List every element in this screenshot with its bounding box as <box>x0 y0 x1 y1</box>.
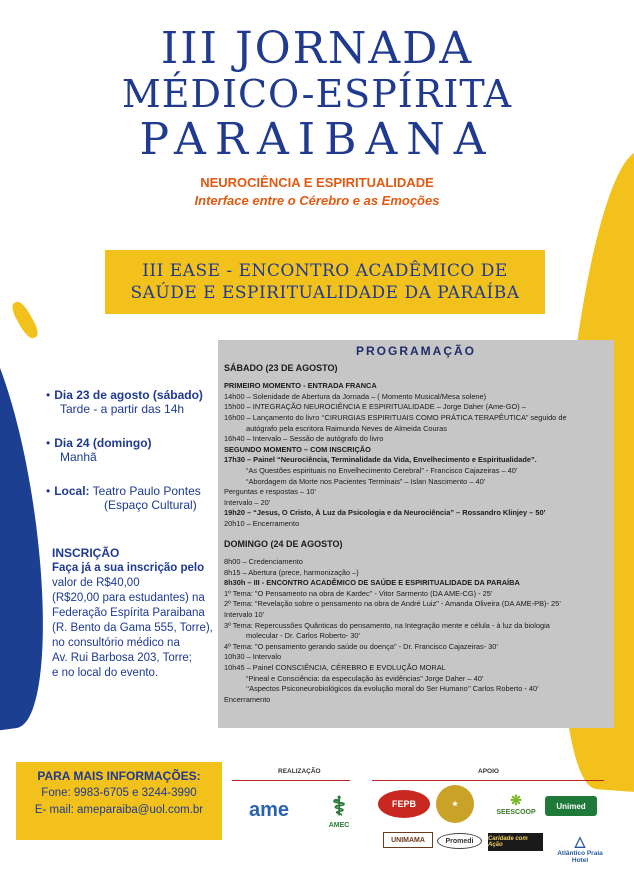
programacao-title: PROGRAMAÇÃO <box>356 344 476 358</box>
apoio-rule <box>372 780 604 781</box>
subtitle-interface: Interface entre o Cérebro e as Emoções <box>194 193 440 208</box>
schedule-line: autógrafo pela escritora Raimunda Neves de Almeida Couras <box>246 423 447 433</box>
local-label: Local: <box>54 484 90 498</box>
spacer <box>224 530 608 539</box>
local-value-2: (Espaço Cultural) <box>104 498 197 512</box>
bullet-icon: • <box>46 484 51 498</box>
programacao-panel <box>218 340 614 728</box>
bullet-icon: • <box>46 436 51 450</box>
info-day-1 <box>46 388 221 416</box>
schedule-line: PRIMEIRO MOMENTO - ENTRADA FRANCA <box>224 381 377 391</box>
schedule-line: 8h00 – Credenciamento <box>224 557 303 567</box>
schedule-line: 15h00 – INTEGRAÇÃO NEUROCIÊNCIA E ESPIRITUALIDADE – Jorge Daher (Ame-GO) – <box>224 402 526 412</box>
atlantico-logo <box>556 828 604 868</box>
title-block <box>0 25 634 208</box>
schedule-line: 2º Tema: "Revelação sobre o pensamento na obra de André Luiz" - Amanda Oliveira (DA AME-PB)- 25’ <box>224 599 561 609</box>
schedule-line: molecular - Dr. Carlos Roberto- 30’ <box>246 631 361 641</box>
inscricao-line: Federação Espírita Paraibana <box>52 607 205 619</box>
day-2-label: Dia 24 (domingo) <box>54 436 152 450</box>
caridade-logo: Caridade com Ação <box>488 833 543 851</box>
event-info <box>46 388 221 532</box>
inscricao-title: INSCRIÇÃO <box>52 546 120 560</box>
subtitle-theme: NEUROCIÊNCIA E ESPIRITUALIDADE <box>200 175 434 190</box>
title-line-2: MÉDICO-ESPÍRITA <box>121 72 513 116</box>
schedule-line: 17h30 – Painel “Neurociência, Terminalidade da Vida, Envelhecimento e Espiritualidade”. <box>224 455 537 465</box>
ease-banner <box>105 250 545 314</box>
schedule-line: “Abordagem da Morte nos Pacientes Terminais” – Islan Nascimento – 40’ <box>246 476 486 486</box>
title-line-3: PARAIBANA <box>139 114 495 165</box>
sail-icon: △ <box>574 832 586 849</box>
title-line-1: III JORNADA <box>160 23 474 74</box>
schedule-line: 8h15 – Abertura (prece, harmonização –) <box>224 567 359 577</box>
schedule-line: Intervalo – 20’ <box>224 497 271 507</box>
schedule-line: 10h45 – Painel CONSCIÊNCIA, CÉREBRO E EVOLUÇÃO MORAL <box>224 663 446 673</box>
bullet-icon: • <box>46 388 51 402</box>
realizacao-rule <box>232 780 350 781</box>
day-2-heading: DOMINGO (24 DE AGOSTO) <box>224 538 343 549</box>
schedule-line: Encerramento <box>224 694 271 704</box>
apoio-label: APOIO <box>478 768 499 775</box>
seal-logo: ★ <box>436 785 474 823</box>
day-2-detail: Manhã <box>60 450 97 464</box>
schedule-line: SEGUNDO MOMENTO – COM INSCRIÇÃO <box>224 444 371 454</box>
schedule-line: Perguntas e respostas – 10’ <box>224 487 317 497</box>
schedule-line: 20h10 – Encerramento <box>224 518 300 528</box>
inscricao-line: (R. Bento da Gama 555, Torre), <box>52 622 213 634</box>
ame-logo: ame <box>248 798 290 821</box>
schedule-line: 19h20 – “Jesus, O Cristo, À Luz da Psicologia e da Neurociência” – Rossandro Klinjey – 50’ <box>224 508 546 518</box>
local-value-1: Teatro Paulo Pontes <box>92 484 201 498</box>
schedule-line: 14h00 – Solenidade de Abertura da Jornada – ( Momento Musical/Mesa solene) <box>224 391 487 401</box>
ease-line-2: SAÚDE E ESPIRITUALIDADE DA PARAÍBA <box>130 283 520 303</box>
day-1-detail: Tarde - a partir das 14h <box>60 402 185 416</box>
unimama-logo: UNIMAMA <box>383 832 433 848</box>
schedule-line: 10h30 – Intervalo <box>224 652 282 662</box>
inscricao-line: e no local do evento. <box>52 667 159 679</box>
schedule-line: 3º Tema: Repercussões Quânticas do pensamento, na Integração mente e célula - à luz da biologia <box>224 620 550 630</box>
day-1-label: Dia 23 de agosto (sábado) <box>54 388 203 402</box>
contact-phone: Fone: 9983-6705 e 3244-3990 <box>41 787 197 799</box>
contact-email[interactable]: E- mail: ameparaiba@uol.com.br <box>34 804 204 816</box>
schedule-line: Intervalo 10’ <box>224 610 265 620</box>
amec-logo <box>322 782 356 838</box>
caduceus-icon: ⚕ <box>331 791 347 821</box>
promedi-logo: Promedi <box>437 833 482 849</box>
seescoop-label: SEESCOOP <box>496 809 536 816</box>
info-day-2 <box>46 436 221 464</box>
realizacao-label: REALIZAÇÃO <box>278 768 321 775</box>
inscricao-block <box>52 546 222 681</box>
contact-title: PARA MAIS INFORMAÇÕES: <box>37 769 201 783</box>
inscricao-line: Faça já a sua inscrição pelo <box>52 562 205 574</box>
yellow-swoosh-left <box>9 299 41 341</box>
ease-line-1: III EASE - ENCONTRO ACADÊMICO DE <box>142 261 508 281</box>
schedule-line: “As Questões espirituais no Envelhecimento Cerebral” - Francisco Cajazeiras – 40’ <box>246 465 518 475</box>
unimed-logo: Unimed <box>545 796 597 816</box>
inscricao-line: no consultório médico na <box>52 637 180 649</box>
schedule-line: 1º Tema: "O Pensamento na obra de Kardec" - Vitor Sarmento (DA AME-CG) - 25’ <box>224 588 493 598</box>
schedule-line: 4º Tema: "O pensamento gerando saúde ou doença" - Dr. Francisco Cajazeiras- 30’ <box>224 641 499 651</box>
leaf-icon: ❋ <box>510 792 522 808</box>
inscricao-line: Av. Rui Barbosa 203, Torre; <box>52 652 192 664</box>
contact-box <box>16 762 222 840</box>
schedule-line: ‘‘Aspectos Psiconeurobiológicos da evolução moral do Ser Humano’’ Carlos Roberto - 40’ <box>246 684 539 694</box>
schedule-line: 16h40 – Intervalo – Sessão de autógrafo do livro <box>224 434 384 444</box>
seescoop-logo <box>487 786 545 822</box>
schedule-line: “Pineal e Consciência: da especulação às evidências” Jorge Daher – 40’ <box>246 673 484 683</box>
day-1-heading: SÁBADO (23 DE AGOSTO) <box>224 362 338 373</box>
info-local <box>46 484 221 512</box>
amec-label: AMEC <box>328 822 350 829</box>
schedule-line: 8h30h – III - ENCONTRO ACADÊMICO DE SAÚDE E ESPIRITUALIDADE DA PARAÍBA <box>224 578 520 588</box>
atlantico-label: Atlântico Praia Hotel <box>557 849 603 864</box>
inscricao-line: valor de R$40,00 <box>52 577 140 589</box>
fepb-logo: FEPB <box>378 790 430 818</box>
schedule-line: 16h00 – Lançamento do livro ‘‘CIRURGIAS ESPIRITUAIS COMO PRÁTICA TERAPÊUTICA’’ seguido de <box>224 412 567 422</box>
inscricao-line: (R$20,00 para estudantes) na <box>52 592 205 604</box>
